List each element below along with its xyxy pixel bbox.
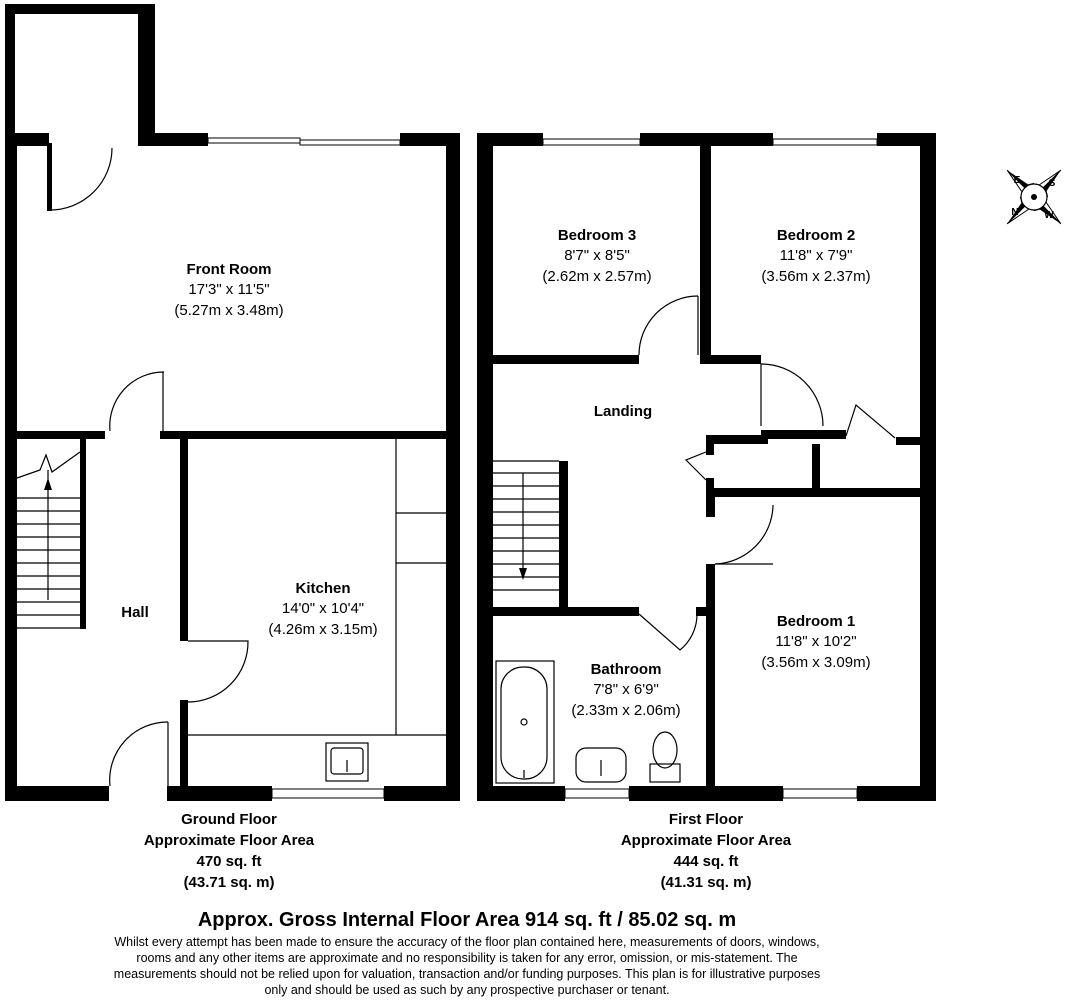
room-dimensions: 11'8" x 7'9" [779,247,853,264]
disclaimer-line: Whilst every attempt has been made to ensure the accuracy of the floor plan contained here, measurements of doors, windows, [114,935,820,949]
wall [706,435,768,444]
wall [700,146,711,364]
room-dimensions: 7'8" x 6'9" [593,681,659,698]
door-swing [686,452,706,480]
floor-title: Ground Floor [181,811,277,828]
wall [180,700,188,786]
room-dimensions: 11'8" x 10'2" [775,633,857,650]
window [565,789,629,798]
wall [493,355,639,364]
ground-floor-plan [5,4,460,801]
room-name: Bedroom 1 [776,613,856,630]
floor-area-label: Approximate Floor Area [620,832,792,849]
wall [706,478,714,497]
room-dimensions: 8'7" x 8'5" [564,247,630,264]
door-swing [50,148,112,210]
door-swing [715,505,773,564]
door-swing [846,405,895,438]
disclaimer-line: rooms and any other items are approximate and no responsibility is taken for any error, omission, or mis-statement. The [136,951,798,965]
door-swing [639,296,698,355]
door-swing [639,614,697,650]
room-dimensions-metric: (5.27m x 3.48m) [174,302,284,319]
wall [696,607,715,616]
wall [5,133,17,801]
wall [5,431,105,439]
stairs [493,461,568,611]
wall [700,355,761,364]
wall [920,133,936,801]
door-frame [47,143,52,211]
wall [167,786,272,801]
door-swing [110,372,164,431]
window [773,139,877,145]
room-dimensions-metric: (3.56m x 2.37m) [761,268,871,285]
room-dimensions: 17'3" x 11'5" [188,281,270,298]
window [208,138,300,143]
wall [446,133,460,801]
wall [629,786,783,801]
compass-label: N [1011,207,1019,218]
wall [761,430,846,439]
room-dimensions: 14'0" x 10'4" [281,600,365,617]
wall [5,786,109,801]
compass-label: W [1044,210,1054,221]
floor-area-sqm: (43.71 sq. m) [183,874,275,891]
floor-area-sqm: (41.31 sq. m) [660,874,752,891]
first-floor-plan [477,133,936,801]
wall [706,488,920,497]
window [783,789,857,798]
wall [5,4,15,144]
floor-area-sqft: 470 sq. ft [196,853,262,870]
wall [706,497,715,517]
disclaimer-line: measurements should not be relied upon for valuation, transaction and/or funding purposes. This plan is for illustrative purposes [113,967,821,981]
disclaimer-line: only and should be used as such by any prospective purchaser or tenant. [264,983,670,997]
room-name: Bedroom 2 [776,227,856,244]
room-name: Hall [121,604,149,621]
wall [477,133,493,801]
floor-area-sqft: 444 sq. ft [673,853,739,870]
room-dimensions-metric: (2.62m x 2.57m) [542,268,652,285]
room-dimensions-metric: (2.33m x 2.06m) [571,702,681,719]
wall [160,431,450,439]
wall [477,786,565,801]
wall [493,607,639,616]
compass-label: S [1048,178,1056,189]
compass-label: E [1013,175,1021,186]
wall [857,786,936,801]
wall [5,4,155,14]
bathroom-fixtures [496,661,680,783]
floor-title: First Floor [668,811,744,828]
room-name: Bathroom [590,661,662,678]
wall [138,133,208,146]
window [543,139,640,145]
room-dimensions-metric: (4.26m x 3.15m) [268,621,378,638]
stairs [17,439,86,629]
wall [384,786,460,801]
wall [812,444,820,494]
wall [559,461,568,611]
wall [138,4,155,144]
door-swing [761,364,823,426]
total-floor-area: Approx. Gross Internal Floor Area 914 sq. ft / 85.02 sq. m [197,909,737,931]
room-dimensions-metric: (3.56m x 3.09m) [761,654,871,671]
room-name: Kitchen [295,580,351,597]
door-swing [110,722,168,786]
wall [896,437,920,445]
wall [180,439,188,641]
wall [80,439,86,629]
window [300,140,400,145]
floor-area-label: Approximate Floor Area [143,832,315,849]
wall [640,133,773,146]
compass-icon [980,143,1080,250]
door-swing [188,641,248,702]
room-name: Front Room [186,261,272,278]
window [272,789,384,798]
wall [706,435,714,455]
room-name: Landing [593,403,653,420]
wall [706,564,715,786]
room-name: Bedroom 3 [557,227,637,244]
